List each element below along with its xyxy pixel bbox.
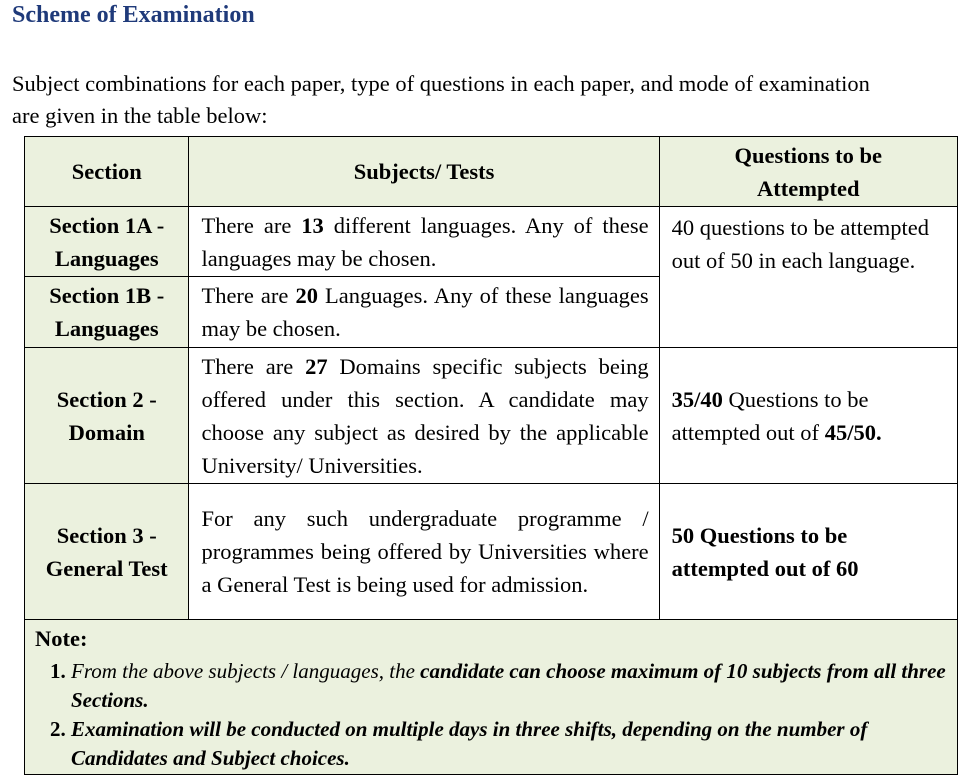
page-title: Scheme of Examination <box>12 2 255 28</box>
subjects-cell: For any such undergraduate programme / programmes being offered by Universities where a General Test is being used for admission. <box>189 484 659 620</box>
note-title: Note: <box>35 626 88 651</box>
questions-cell: 40 questions to be attempted out of 50 in each language. <box>659 207 957 348</box>
note-list <box>35 657 949 773</box>
intro-paragraph <box>12 68 958 132</box>
table-row <box>25 484 958 620</box>
note-item: 2. Examination will be conducted on multiple days in three shifts, depending on the number of Candidates and Subject choices. <box>71 715 949 773</box>
header-section: Section <box>25 137 189 207</box>
questions-cell: 35/40 Questions to be attempted out of 45/50. <box>659 348 957 484</box>
table-header-row <box>25 137 958 207</box>
intro-line-1: Subject combinations for each paper, type of questions in each paper, and mode of examination <box>12 71 870 96</box>
note-row <box>25 620 958 775</box>
subjects-cell: There are 20 Languages. Any of these languages may be chosen. <box>189 277 659 348</box>
section-cell: Section 2 - Domain <box>25 348 189 484</box>
scheme-table <box>24 136 958 775</box>
questions-cell: 50 Questions to be attempted out of 60 <box>659 484 957 620</box>
subjects-cell: There are 27 Domains specific subjects being offered under this section. A candidate may choose any subject as desired by the applicable University/ Universities. <box>189 348 659 484</box>
table-row <box>25 207 958 277</box>
section-cell: Section 1A - Languages <box>25 207 189 277</box>
note-item: 1. From the above subjects / languages, the candidate can choose maximum of 10 subjects from all three Sections. <box>71 657 949 715</box>
note-cell <box>25 620 958 775</box>
header-subjects: Subjects/ Tests <box>189 137 659 207</box>
intro-line-2: are given in the table below: <box>12 103 268 128</box>
section-cell: Section 1B - Languages <box>25 277 189 348</box>
header-questions: Questions to be Attempted <box>659 137 957 207</box>
subjects-cell: There are 13 different languages. Any of these languages may be chosen. <box>189 207 659 277</box>
section-cell: Section 3 - General Test <box>25 484 189 620</box>
table-row <box>25 348 958 484</box>
